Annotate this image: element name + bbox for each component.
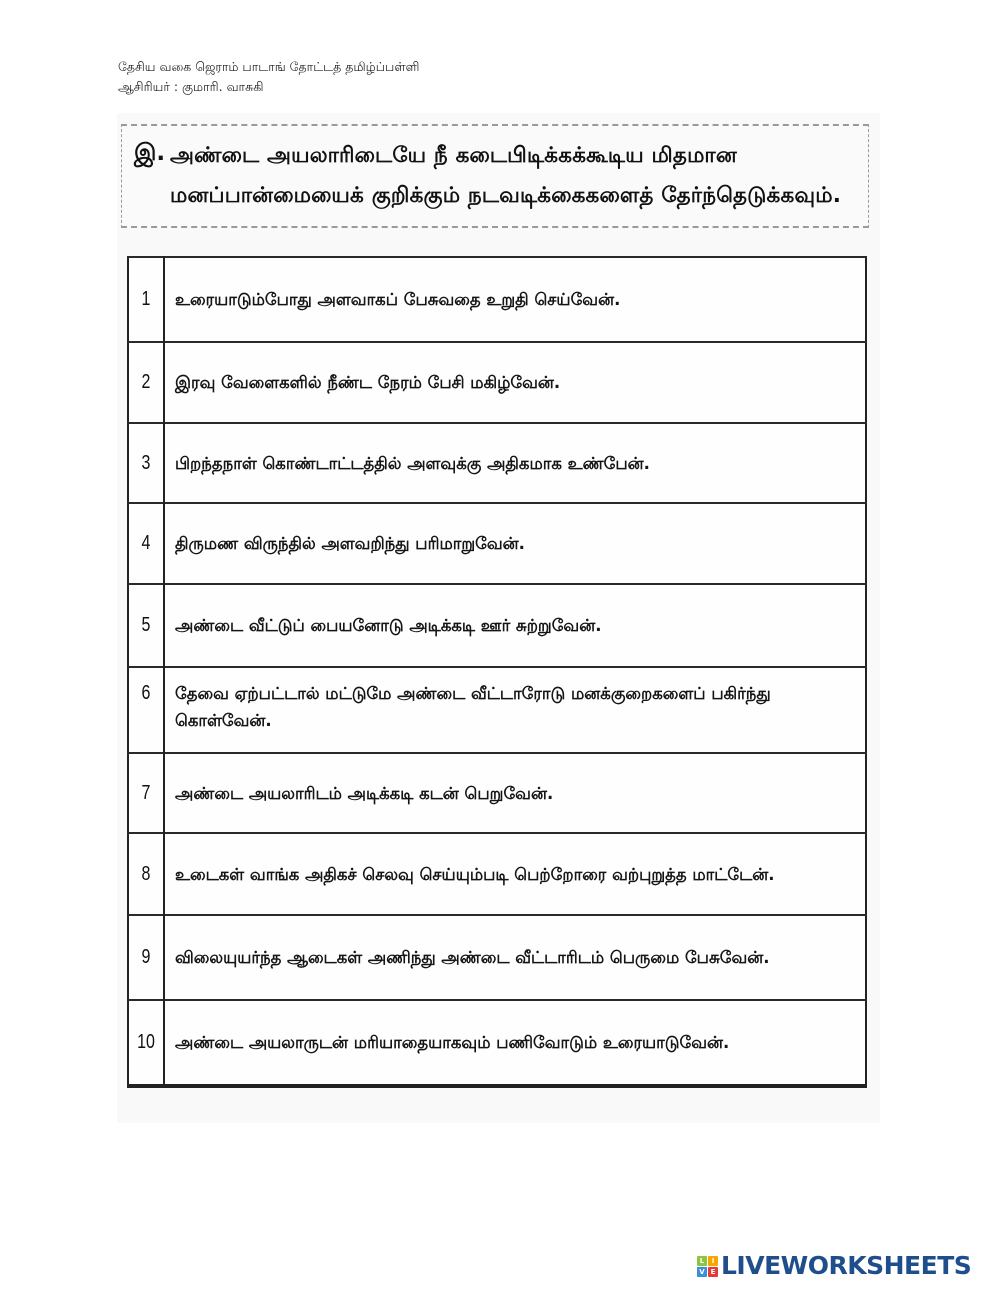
item-number: 6 bbox=[132, 667, 161, 753]
item-text[interactable]: உரையாடும்போது அளவாகப் பேசுவதை உறுதி செய்வேன். bbox=[164, 257, 866, 342]
item-number: 1 bbox=[132, 257, 161, 342]
table-row[interactable] bbox=[128, 1000, 866, 1086]
logo-square: V bbox=[697, 1267, 707, 1277]
item-number: 5 bbox=[132, 584, 161, 667]
item-number: 10 bbox=[132, 1000, 161, 1086]
instruction-text: அண்டை அயலாரிடையே நீ கடைபிடிக்கக்கூடிய மிதமான மனப்பான்மையைக் குறிக்கும் நடவடிக்கைகளைத் தேர்ந்தெடுக்கவும். bbox=[170, 143, 842, 208]
table-row[interactable] bbox=[128, 423, 866, 503]
item-number: 2 bbox=[132, 342, 161, 423]
item-number: 4 bbox=[132, 503, 161, 584]
logo-wordmark: LIVEWORKSHEETS bbox=[721, 1251, 972, 1280]
item-text[interactable]: பிறந்தநாள் கொண்டாட்டத்தில் அளவுக்கு அதிகமாக உண்பேன். bbox=[164, 423, 866, 503]
item-text[interactable]: இரவு வேளைகளில் நீண்ட நேரம் பேசி மகிழ்வேன். bbox=[164, 342, 866, 423]
table-row[interactable] bbox=[128, 503, 866, 584]
liveworksheets-logo bbox=[697, 1253, 971, 1279]
item-text[interactable]: விலையுயர்ந்த ஆடைகள் அணிந்து அண்டை வீட்டாரிடம் பெருமை பேசுவேன். bbox=[164, 915, 866, 1000]
item-text[interactable]: அண்டை அயலாருடன் மரியாதையாகவும் பணிவோடும் உரையாடுவேன். bbox=[164, 1000, 866, 1086]
table-row[interactable] bbox=[128, 753, 866, 833]
table-row[interactable] bbox=[128, 342, 866, 423]
item-text[interactable]: உடைகள் வாங்க அதிகச் செலவு செய்யும்படி பெற்றோரை வற்புறுத்த மாட்டேன். bbox=[164, 833, 866, 915]
table-row[interactable] bbox=[128, 257, 866, 342]
school-name: தேசிய வகை ஜெராம் பாடாங் தோட்டத் தமிழ்ப்பள்ளி bbox=[118, 59, 420, 74]
logo-square: E bbox=[708, 1267, 718, 1277]
table-row[interactable] bbox=[128, 667, 866, 753]
instruction-box bbox=[121, 124, 869, 228]
item-text[interactable]: திருமண விருந்தில் அளவறிந்து பரிமாறுவேன். bbox=[164, 503, 866, 584]
item-number: 7 bbox=[132, 753, 161, 833]
statements-table bbox=[127, 256, 867, 1088]
teacher-name: ஆசிரியர் : குமாரி. வாசுகி bbox=[118, 79, 264, 94]
live-squares-icon bbox=[697, 1256, 718, 1277]
item-number: 3 bbox=[132, 423, 161, 503]
item-text[interactable]: தேவை ஏற்பட்டால் மட்டுமே அண்டை வீட்டாரோடு மனக்குறைகளைப் பகிர்ந்து கொள்வேன். bbox=[164, 667, 866, 753]
instruction-marker: இ. bbox=[134, 140, 166, 166]
item-number: 9 bbox=[132, 915, 161, 1000]
logo-square: I bbox=[708, 1256, 718, 1266]
item-text[interactable]: அண்டை வீட்டுப் பையனோடு அடிக்கடி ஊர் சுற்றுவேன். bbox=[164, 584, 866, 667]
logo-square: L bbox=[697, 1256, 707, 1266]
table-row[interactable] bbox=[128, 584, 866, 667]
item-text[interactable]: அண்டை அயலாரிடம் அடிக்கடி கடன் பெறுவேன். bbox=[164, 753, 866, 833]
school-header bbox=[118, 57, 419, 97]
table-row[interactable] bbox=[128, 833, 866, 915]
table-row[interactable] bbox=[128, 915, 866, 1000]
item-number: 8 bbox=[132, 833, 161, 915]
